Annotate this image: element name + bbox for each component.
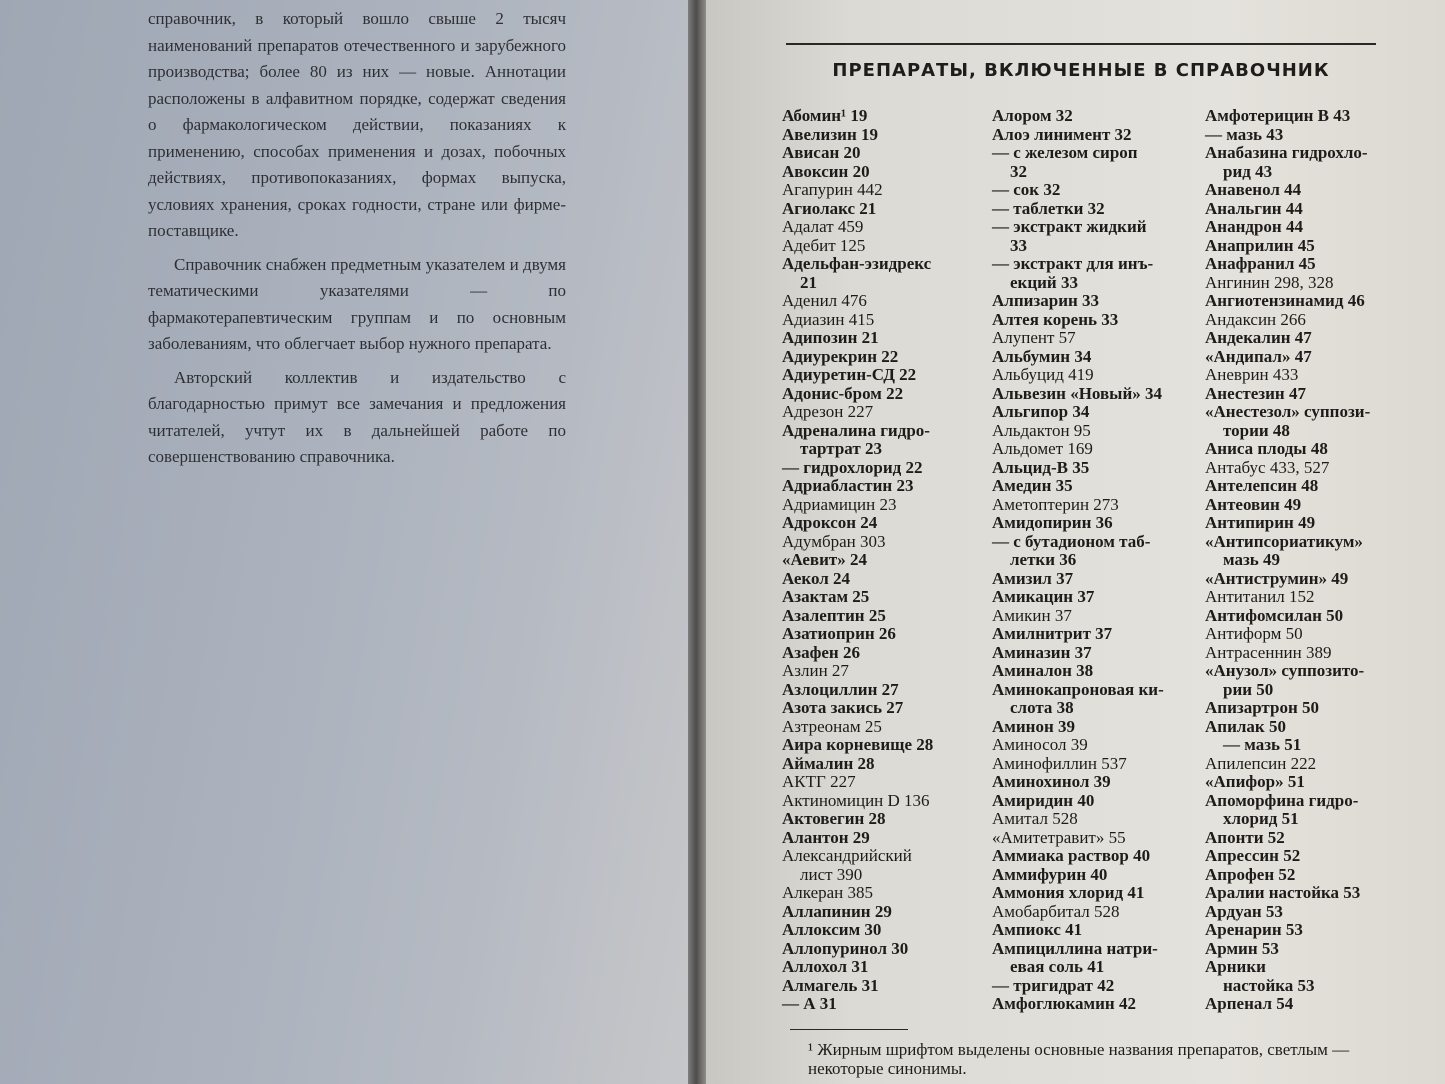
index-entry: Амилнитрит 37	[992, 624, 1113, 643]
index-entry: Алмагель 31	[782, 975, 879, 995]
index-entry: Аймалин 28	[782, 753, 875, 773]
index-entry: — мазь 51	[1223, 735, 1302, 754]
index-entry: Адриамицин 23	[782, 494, 897, 514]
index-entry: Аминосол 39	[992, 735, 1088, 754]
index-entry: «Андипал» 47	[1205, 346, 1312, 366]
index-entry: Ангиотензинамид 46	[1205, 291, 1365, 310]
intro-paragraph-1: справочник, в который вошло свыше 2 тысяч наименований препаратов отечественного и зарубежного производства; более 80 из них — новые. Аннотации расположены в алфавитном порядке, содержат сведения о фармакологическом действии, показаниях к применению, способах применения и дозах, побочных действиях, противопоказаниях, формах выпуска, условиях хранения, сроках годности, стране или фирме-поставщике.	[148, 9, 566, 240]
index-entry: Азактам 25	[782, 587, 870, 606]
index-entry: Анальгин 44	[1205, 198, 1303, 218]
index-entry: Агапурин 442	[782, 180, 883, 199]
top-rule	[786, 43, 1376, 45]
index-entry: лист 390	[800, 864, 863, 884]
index-entry: Анестезин 47	[1205, 383, 1306, 403]
index-entry: Аира корневище 28	[782, 735, 934, 754]
index-entry: — А 31	[782, 994, 837, 1013]
index-entry: Анаприлин 45	[1205, 235, 1315, 255]
index-entry: Азтреонам 25	[782, 716, 882, 736]
index-entry: Авелизин 19	[782, 124, 879, 144]
index-entry: Аминокапроновая ки-	[992, 679, 1164, 699]
index-entry: Александрийский	[782, 846, 912, 865]
index-entry: «Апифор» 51	[1205, 772, 1305, 791]
index-entry: Альдактон 95	[992, 420, 1091, 440]
index-entry: — экстракт жидкий	[992, 217, 1147, 236]
index-entry: Адиуретин-СД 22	[782, 365, 917, 384]
index-entry: Алоэ линимент 32	[992, 124, 1132, 144]
index-entry: «Анестезол» суппози-	[1205, 402, 1371, 421]
index-entry: Адалат 459	[782, 217, 864, 236]
index-entry: Апрессин 52	[1205, 846, 1301, 865]
index-entry: рии 50	[1223, 679, 1274, 699]
index-entry: Аллоксим 30	[782, 920, 882, 939]
index-entry: Амедин 35	[992, 476, 1073, 495]
index-entry: Адумбран 303	[782, 531, 886, 551]
index-entry: Аллохол 31	[782, 957, 869, 976]
index-entry: Агиолакс 21	[782, 198, 877, 218]
index-entry: Азлин 27	[782, 661, 849, 680]
index-entry: тартрат 23	[800, 439, 882, 458]
index-entry: Антеовин 49	[1205, 494, 1302, 514]
index-entry: Альбумин 34	[992, 346, 1092, 366]
index-entry: Аллопуринол 30	[782, 938, 909, 958]
index-entry: Аренарин 53	[1205, 920, 1303, 939]
index-entry: Арники	[1205, 957, 1266, 976]
index-entry: Азота закись 27	[782, 698, 904, 717]
index-entry: Адельфан-эзидрекс	[782, 254, 932, 273]
index-entry: — с железом сироп	[992, 143, 1138, 162]
index-entry: Аллапинин 29	[782, 901, 892, 921]
index-entry: «Анузол» суппозито-	[1205, 661, 1365, 680]
index-entry: летки 36	[1010, 550, 1077, 569]
index-entry: Амфоглюкамин 42	[992, 994, 1136, 1013]
index-entry: Апизартрон 50	[1205, 698, 1319, 717]
footnote: ¹ Жирным шрифтом выделены основные названия препаратов, светлым — некоторые синонимы.	[808, 1040, 1350, 1078]
index-entry: Андаксин 266	[1205, 309, 1306, 329]
index-entry: Антитанил 152	[1205, 587, 1315, 606]
index-entry: Алпизарин 33	[992, 291, 1100, 310]
index-entry: Актовегин 28	[782, 809, 886, 828]
index-entry: слота 38	[1010, 698, 1074, 717]
index-entry: Альцид-В 35	[992, 457, 1090, 477]
footnote-rule	[790, 1029, 908, 1030]
index-column-1	[782, 107, 990, 1014]
index-column-2	[992, 107, 1204, 1014]
index-entry: — гидрохлорид 22	[782, 457, 923, 477]
index-entry: Альгипор 34	[992, 402, 1090, 421]
index-entry: Адреналина гидро-	[782, 420, 930, 440]
index-entry: — тригидрат 42	[992, 975, 1115, 995]
index-entry: Апонти 52	[1205, 827, 1285, 847]
index-column-3	[1205, 107, 1437, 1014]
left-page	[0, 0, 688, 1084]
index-entry: АКТГ 227	[782, 772, 856, 791]
index-entry: Алупент 57	[992, 328, 1076, 347]
index-entry: Адриабластин 23	[782, 476, 914, 495]
index-entry: Амидопирин 36	[992, 513, 1113, 532]
index-entry: Адипозин 21	[782, 328, 879, 347]
index-entry: Аминон 39	[992, 716, 1075, 736]
index-entry: — таблетки 32	[992, 198, 1105, 218]
index-entry: Адиурекрин 22	[782, 346, 899, 366]
index-entry: Ависан 20	[782, 143, 861, 162]
index-entry: Альдомет 169	[992, 439, 1093, 458]
index-entry: Антифомсилан 50	[1205, 605, 1344, 625]
index-entry: Антипирин 49	[1205, 513, 1316, 532]
index-entry: Альвезин «Новый» 34	[992, 383, 1162, 403]
index-entry: Авоксин 20	[782, 161, 870, 181]
index-entry: Адрезон 227	[782, 402, 874, 421]
index-entry: Амитал 528	[992, 809, 1078, 828]
index-entry: — экстракт для инъ-	[992, 254, 1154, 273]
index-entry: 21	[800, 272, 817, 292]
index-entry: 32	[1010, 161, 1027, 181]
index-entry: Адроксон 24	[782, 513, 878, 532]
index-heading: ПРЕПАРАТЫ, ВКЛЮЧЕННЫЕ В СПРАВОЧНИК	[832, 60, 1330, 81]
index-entry: «Аевит» 24	[782, 550, 867, 569]
index-entry: Аммония хлорид 41	[992, 883, 1145, 902]
index-entry: Антиформ 50	[1205, 624, 1303, 643]
index-entry: Анандрон 44	[1205, 217, 1303, 236]
index-entry: Азлоциллин 27	[782, 679, 899, 699]
index-entry: Аниса плоды 48	[1205, 439, 1328, 458]
index-entry: Апилак 50	[1205, 716, 1286, 736]
index-entry: Ардуан 53	[1205, 901, 1283, 921]
index-entry: Азалептин 25	[782, 605, 886, 625]
index-entry: Амизил 37	[992, 568, 1074, 588]
index-entry: Амфотерицин В 43	[1205, 106, 1351, 125]
index-entry: Алкеран 385	[782, 883, 874, 902]
index-entry: Аекол 24	[782, 568, 851, 588]
index-entry: Анавенол 44	[1205, 180, 1302, 199]
index-entry: — сок 32	[992, 180, 1061, 199]
index-entry: Ампициллина натри-	[992, 938, 1158, 958]
index-entry: Анафранил 45	[1205, 254, 1316, 273]
index-entry: Азафен 26	[782, 642, 860, 662]
index-entry: — мазь 43	[1205, 124, 1284, 144]
index-entry: Актиномицин D 136	[782, 790, 930, 810]
index-entry: Аралии настойка 53	[1205, 883, 1361, 902]
index-entry: Аминалон 38	[992, 661, 1094, 680]
index-entry: Аминохинол 39	[992, 772, 1111, 791]
index-entry: рид 43	[1223, 161, 1273, 181]
index-entry: Адиазин 415	[782, 309, 875, 329]
index-entry: Алором 32	[992, 106, 1073, 125]
book-gutter	[688, 0, 706, 1084]
index-entry: Альбуцид 419	[992, 365, 1094, 384]
index-entry: — с бутадионом таб-	[992, 531, 1151, 551]
index-entry: Амикин 37	[992, 605, 1072, 625]
index-entry: хлорид 51	[1223, 809, 1299, 828]
index-entry: Антелепсин 48	[1205, 476, 1319, 495]
index-entry: Азатиоприн 26	[782, 624, 896, 643]
index-entry: Аневрин 433	[1205, 365, 1299, 384]
index-entry: Антабус 433, 527	[1205, 457, 1330, 477]
index-entry: 33	[1010, 235, 1027, 255]
index-entry: Абомин¹ 19	[782, 106, 868, 125]
index-entry: Арпенал 54	[1205, 994, 1294, 1013]
index-entry: «Антипсориатикум»	[1205, 531, 1363, 551]
index-entry: Алтея корень 33	[992, 309, 1119, 329]
index-entry: Аминазин 37	[992, 642, 1092, 662]
index-entry: Амобарбитал 528	[992, 901, 1120, 921]
index-entry: Амикацин 37	[992, 587, 1095, 606]
index-entry: Аммиака раствор 40	[992, 846, 1151, 865]
index-entry: Анабазина гидрохло-	[1205, 143, 1368, 162]
index-entry: настойка 53	[1223, 975, 1315, 995]
index-entry: Андекалин 47	[1205, 328, 1312, 347]
index-entry: Ампиокс 41	[992, 920, 1083, 939]
index-entry: тории 48	[1223, 420, 1290, 440]
intro-text	[148, 6, 566, 471]
index-entry: Антрасеннин 389	[1205, 642, 1332, 662]
index-entry: Армин 53	[1205, 938, 1279, 958]
index-entry: Апилепсин 222	[1205, 753, 1317, 773]
intro-paragraph-2: Справочник снабжен предметным указателем и двумя тематическими указателями — по фармакотерапевтическим группам и по основным заболеваниям, что облегчает выбор нужного препарата.	[148, 254, 566, 353]
index-entry: евая соль 41	[1010, 957, 1105, 976]
index-entry: Апрофен 52	[1205, 864, 1296, 884]
index-entry: «Амитетравит» 55	[992, 827, 1126, 847]
index-entry: Амиридин 40	[992, 790, 1095, 810]
index-entry: Аммифурин 40	[992, 864, 1108, 884]
index-entry: Ангинин 298, 328	[1205, 272, 1334, 292]
index-entry: Аминофиллин 537	[992, 753, 1127, 773]
index-entry: екций 33	[1010, 272, 1078, 292]
index-entry: Алантон 29	[782, 827, 870, 847]
intro-paragraph-3: Авторский коллектив и издательство с благодарностью примут все замечания и предложения читателей, учтут их в дальнейшей работе по совершенствованию справочника.	[148, 367, 566, 466]
index-entry: Аденил 476	[782, 291, 867, 310]
index-entry: Аметоптерин 273	[992, 494, 1119, 514]
index-entry: мазь 49	[1223, 550, 1281, 569]
index-entry: Адонис-бром 22	[782, 383, 904, 403]
index-entry: «Антиструмин» 49	[1205, 568, 1349, 588]
index-entry: Апоморфина гидро-	[1205, 790, 1359, 810]
index-entry: Адебит 125	[782, 235, 866, 255]
